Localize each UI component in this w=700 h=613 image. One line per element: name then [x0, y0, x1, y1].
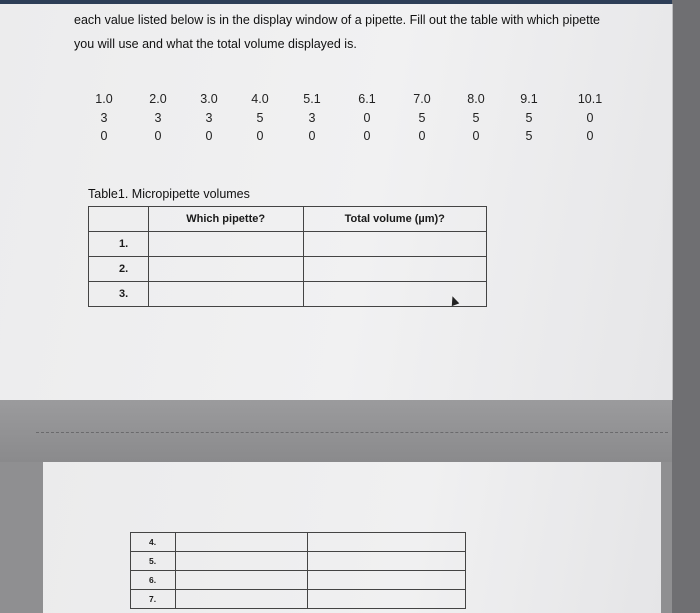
worksheet-page [0, 4, 673, 400]
display-value-10 [570, 90, 610, 146]
pipette-cell[interactable] [148, 282, 303, 307]
row-index: 6. [131, 571, 176, 590]
instructions-line-1: each value listed below is in the display window of a pipette. Fill out the table with which pipette [74, 13, 600, 27]
digit-bottom: 0 [586, 129, 594, 143]
row-index: 4. [131, 533, 176, 552]
digit-middle: 5 [525, 110, 533, 125]
table-row [89, 257, 487, 282]
instructions-line-2: you will use and what the total volume displayed is. [74, 37, 357, 51]
digit-top: 8.0 [467, 92, 485, 106]
digit-bottom: 0 [472, 129, 480, 143]
digit-middle: 3 [100, 110, 108, 125]
digit-top: 3.0 [200, 92, 218, 106]
digit-top: 4.0 [251, 92, 269, 106]
digit-middle: 5 [256, 110, 264, 125]
row-index: 7. [131, 590, 176, 609]
display-value-9 [509, 90, 549, 146]
digit-top: 2.0 [149, 92, 167, 106]
display-value-7 [402, 90, 442, 146]
display-value-2 [138, 90, 178, 146]
digit-middle: 0 [363, 110, 371, 125]
digit-bottom: 0 [256, 129, 264, 143]
table-row [89, 282, 487, 307]
display-value-4 [240, 90, 280, 146]
header-index [89, 207, 149, 232]
table-caption: Table1. Micropipette volumes [88, 187, 250, 201]
page-gap [0, 400, 672, 462]
digit-bottom: 0 [205, 129, 213, 143]
digit-middle: 3 [308, 110, 316, 125]
background-strip [672, 0, 700, 613]
digit-middle: 5 [472, 110, 480, 125]
table-header-row [89, 207, 487, 232]
digit-top: 5.1 [303, 92, 321, 106]
display-value-6 [347, 90, 387, 146]
row-index: 5. [131, 552, 176, 571]
pipette-cell[interactable] [175, 571, 307, 590]
pipette-cell[interactable] [148, 232, 303, 257]
digit-bottom: 0 [100, 129, 108, 143]
micropipette-table-continued [130, 532, 466, 609]
digit-top: 1.0 [95, 92, 113, 106]
table-row [131, 590, 466, 609]
digit-bottom: 0 [154, 129, 162, 143]
display-value-8 [456, 90, 496, 146]
header-which-pipette: Which pipette? [148, 207, 303, 232]
pipette-cell[interactable] [175, 533, 307, 552]
digit-top: 9.1 [520, 92, 538, 106]
digit-middle: 5 [418, 110, 426, 125]
digit-top: 10.1 [577, 92, 603, 106]
volume-cell[interactable] [307, 571, 465, 590]
volume-cell[interactable] [307, 533, 465, 552]
digit-bottom: 0 [418, 129, 426, 143]
row-index: 3. [89, 282, 149, 307]
digit-bottom: 0 [363, 129, 371, 143]
table-row [131, 552, 466, 571]
volume-cell[interactable] [307, 552, 465, 571]
display-value-5 [292, 90, 332, 146]
digit-bottom: 0 [308, 129, 316, 143]
page-divider [36, 432, 668, 433]
row-index: 2. [89, 257, 149, 282]
table-row [131, 533, 466, 552]
table-row [131, 571, 466, 590]
row-index: 1. [89, 232, 149, 257]
digit-top: 7.0 [413, 92, 431, 106]
table-row [89, 232, 487, 257]
header-total-volume: Total volume (µm)? [303, 207, 486, 232]
display-value-1 [84, 90, 124, 146]
pipette-cell[interactable] [175, 590, 307, 609]
pipette-cell[interactable] [175, 552, 307, 571]
digit-bottom: 5 [525, 129, 533, 143]
instructions-text [74, 8, 654, 56]
digit-middle: 3 [205, 110, 213, 125]
pipette-cell[interactable] [148, 257, 303, 282]
digit-middle: 0 [586, 110, 594, 125]
volume-cell[interactable] [303, 232, 486, 257]
micropipette-table [88, 206, 487, 307]
display-value-3 [189, 90, 229, 146]
digit-middle: 3 [154, 110, 162, 125]
volume-cell[interactable] [307, 590, 465, 609]
digit-top: 6.1 [358, 92, 376, 106]
volume-cell[interactable] [303, 257, 486, 282]
